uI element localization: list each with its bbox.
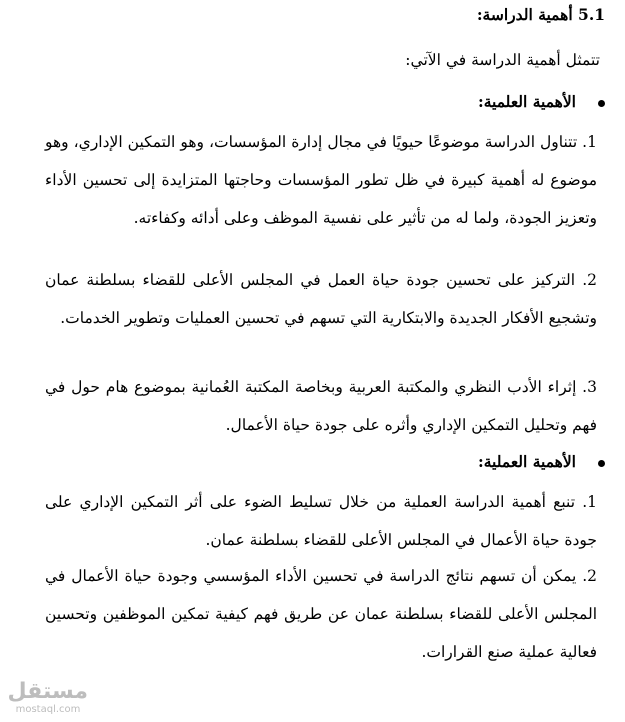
bullet-icon xyxy=(598,100,605,107)
scientific-importance-heading xyxy=(478,92,605,111)
item-text: تنبع أهمية الدراسة العملية من خلال تسليط الضوء على أثر التمكين الإداري على جودة حياة الأعمال في المجلس الأعلى للقضاء بسلطنة عمان. xyxy=(45,493,597,549)
practical-importance-title: الأهمية العملية: xyxy=(478,452,576,471)
bullet-icon xyxy=(598,460,605,467)
practical-item-1 xyxy=(45,483,597,559)
mostaql-watermark xyxy=(8,680,88,716)
item-number: 3. xyxy=(582,378,597,396)
item-number: 2. xyxy=(582,271,597,289)
watermark-url: mostaql.com xyxy=(15,704,81,715)
practical-importance-heading xyxy=(478,452,605,471)
watermark-logo: مستقل xyxy=(7,679,88,704)
scientific-item-3 xyxy=(45,368,597,444)
item-text: إثراء الأدب النظري والمكتبة العربية وبخاصة المكتبة العُمانية بموضوع هام حول في فهم وتحليل التمكين الإداري وأثره على جودة حياة الأعمال. xyxy=(45,378,597,434)
scientific-item-2 xyxy=(45,261,597,337)
item-text: التركيز على تحسين جودة حياة العمل في المجلس الأعلى للقضاء بسلطنة عمان وتشجيع الأفكار الجديدة والابتكارية التي تسهم في تحسين العمليات وتطوير الخدمات. xyxy=(45,271,597,327)
item-text: تتناول الدراسة موضوعًا حيويًا في مجال إدارة المؤسسات، وهو التمكين الإداري، وهو موضوع له أهمية كبيرة في ظل تطور المؤسسات وحاجتها المتزايدة إلى تحسين الأداء وتعزيز الجودة، ولما له من تأثير على نفسية الموظف وعلى أدائه وكفاءته. xyxy=(45,133,597,227)
scientific-item-1 xyxy=(45,123,597,237)
practical-item-2 xyxy=(45,557,597,671)
item-text: يمكن أن تسهم نتائج الدراسة في تحسين الأداء المؤسسي وجودة حياة الأعمال في المجلس الأعلى للقضاء بسلطنة عمان عن طريق فهم كيفية تمكين الموظفين وتحسين فعالية عملية صنع القرارات. xyxy=(45,567,597,661)
section-heading: 5.1 أهمية الدراسة: xyxy=(476,5,605,24)
item-number: 1. xyxy=(582,493,597,511)
scientific-importance-title: الأهمية العلمية: xyxy=(478,92,576,111)
item-number: 1. xyxy=(582,133,597,151)
item-number: 2. xyxy=(582,567,597,585)
section-intro: تتمثل أهمية الدراسة في الآتي: xyxy=(405,51,600,69)
